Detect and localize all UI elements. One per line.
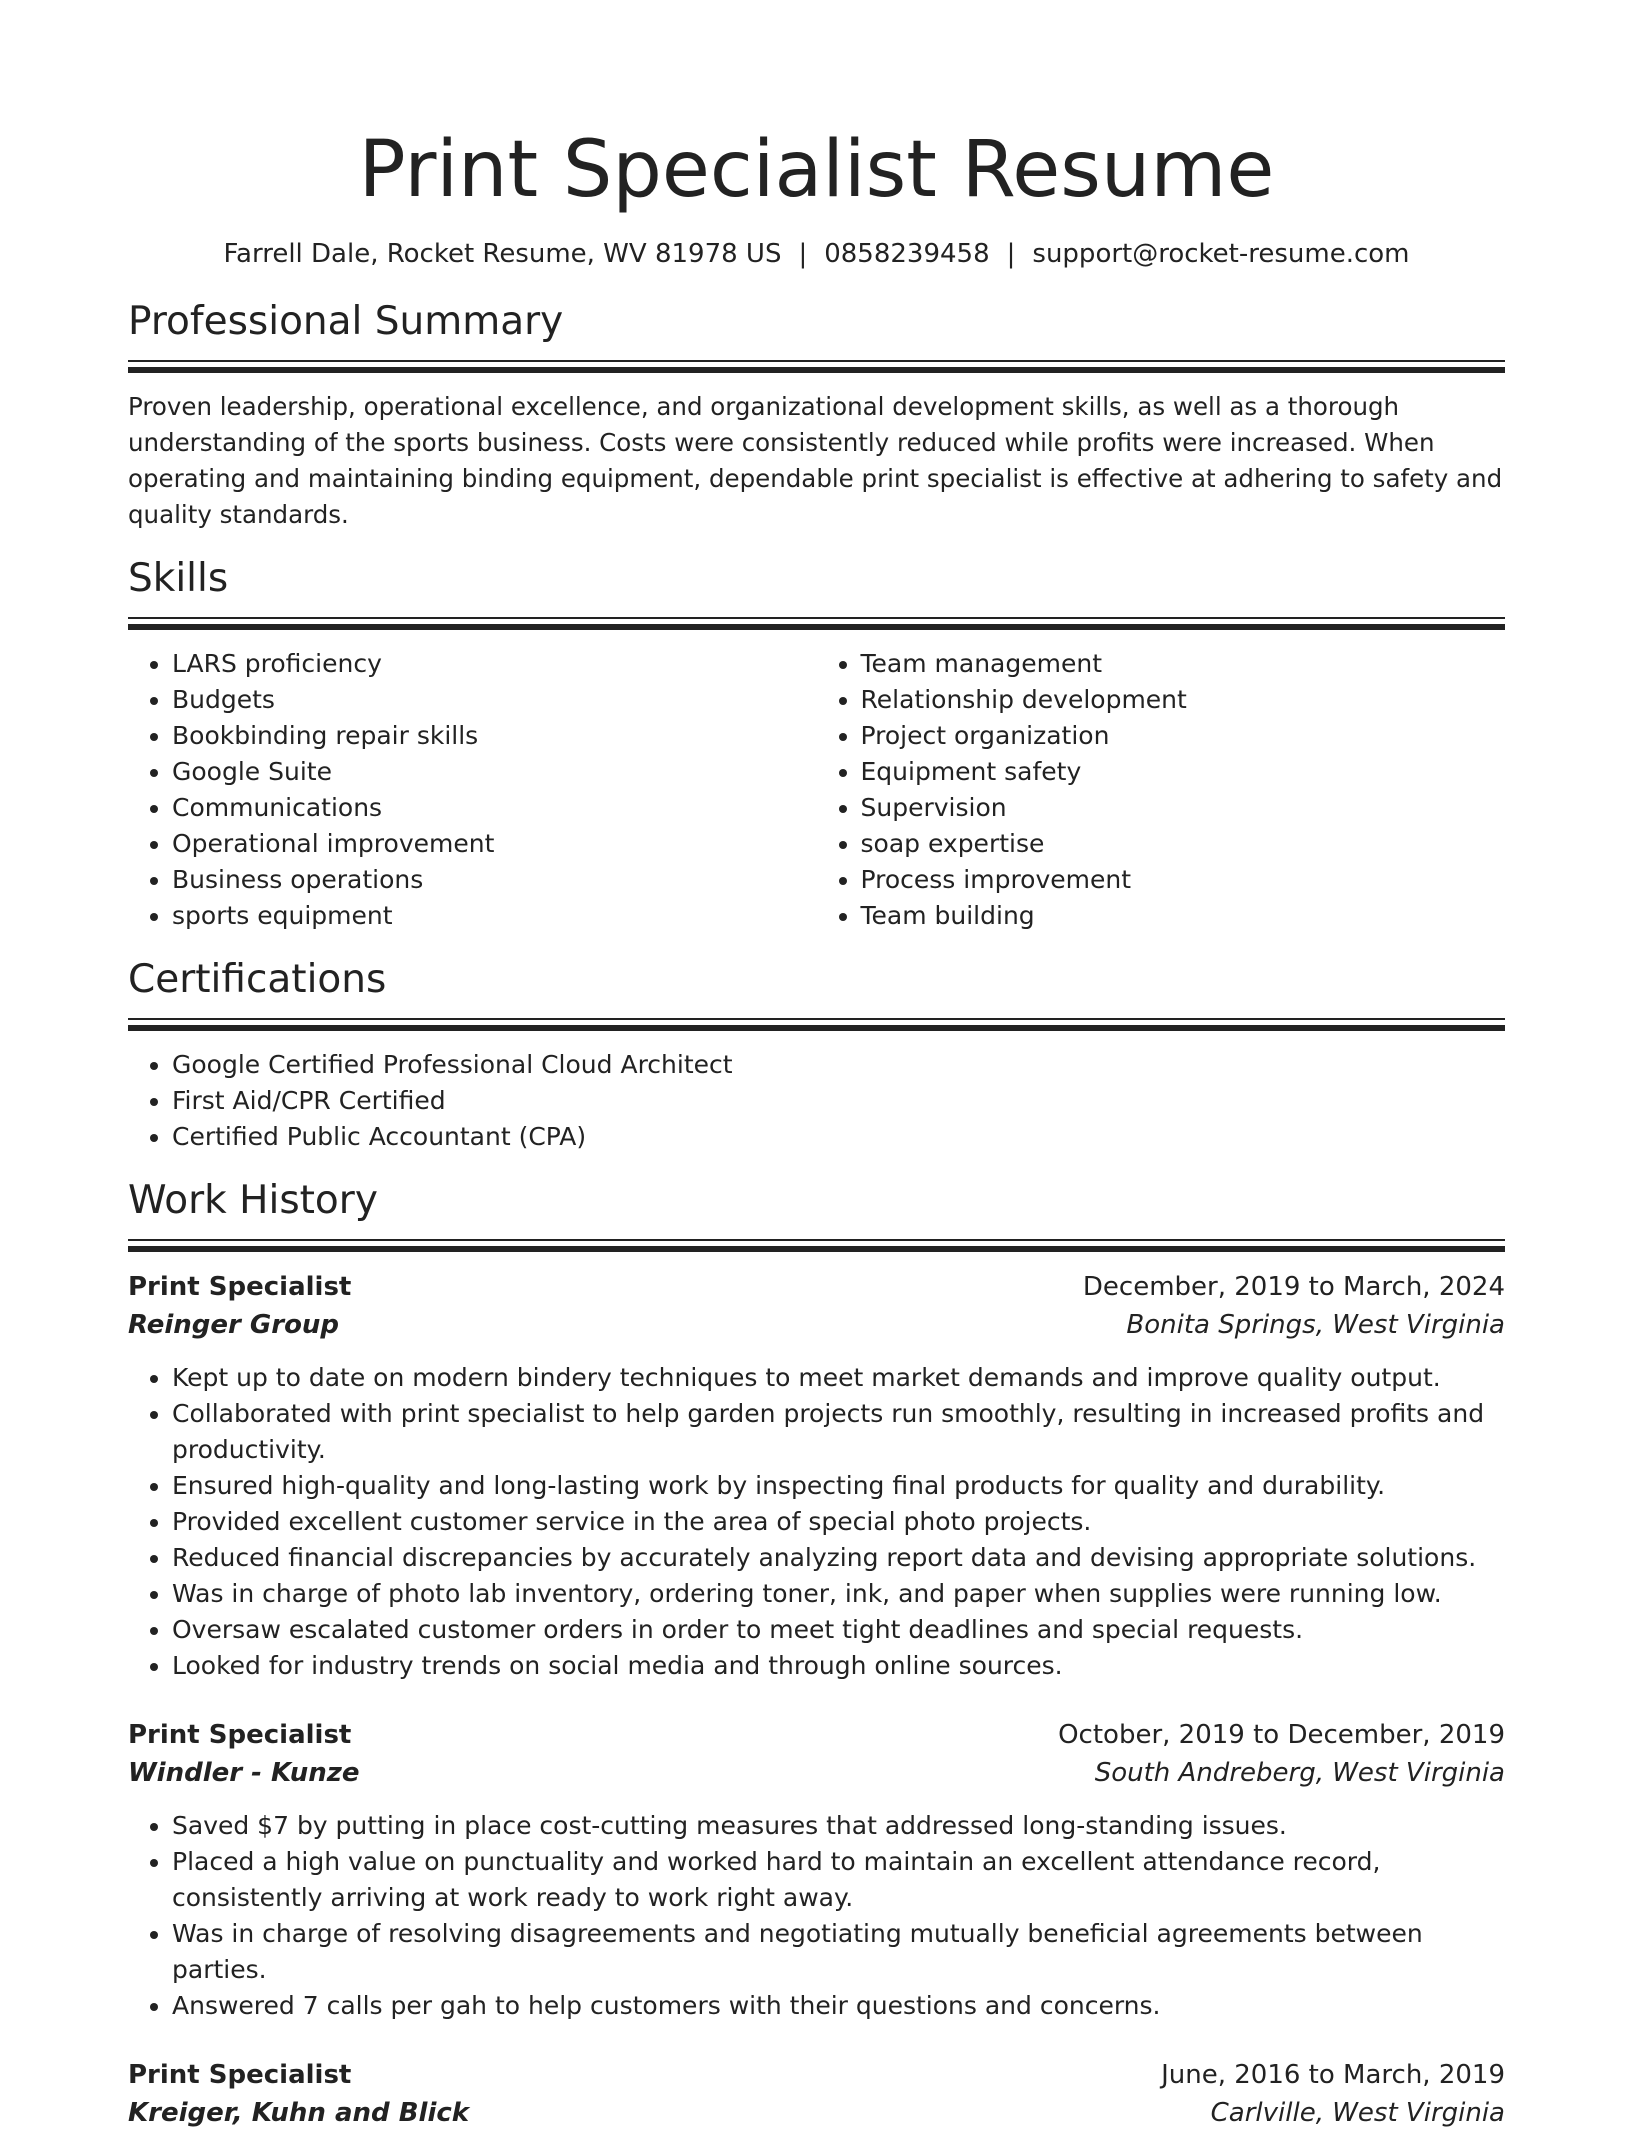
skill-item: • Process improvement [861, 862, 1506, 898]
skills-grid [128, 646, 1505, 934]
job-subheader [128, 1754, 1505, 1792]
job-duties-list [128, 1808, 1505, 2024]
job-duty: • Was in charge of photo lab inventory, ordering toner, ink, and paper when supplies were running low. [172, 1576, 1505, 1612]
summary-text: Proven leadership, operational excellence, and organizational development skills, as well as a thorough understanding of the sports business. Costs were consistently reduced while profits were increased. When operating and maintaining binding equipment, dependable print specialist is effective at adhering to safety and quality standards. [128, 392, 1503, 529]
job-duty: • Looked for industry trends on social media and through online sources. [172, 1648, 1505, 1684]
section-divider [128, 360, 1505, 373]
skill-item: • Supervision [861, 790, 1506, 826]
job-title: Print Specialist [128, 2060, 352, 2090]
skill-item: • Google Suite [172, 754, 817, 790]
skill-item: • Bookbinding repair skills [172, 718, 817, 754]
skill-item: • Budgets [172, 682, 817, 718]
contact-address: Farrell Dale, Rocket Resume, WV 81978 US [223, 239, 782, 269]
job-duty: • Reduced financial discrepancies by accurately analyzing report data and devising appropriate solutions. [172, 1540, 1505, 1576]
job-title: Print Specialist [128, 1272, 352, 1302]
contact-email: support@rocket-resume.com [1032, 239, 1410, 269]
job-location: Bonita Springs, West Virginia [1126, 1310, 1505, 1340]
contact-separator: | [798, 239, 808, 269]
skill-item: • Team building [861, 898, 1506, 934]
job-header [128, 1268, 1505, 1306]
skills-column-right [817, 646, 1506, 934]
job-company: Reinger Group [128, 1310, 340, 1340]
job-dates: June, 2016 to March, 2019 [1161, 2060, 1505, 2090]
job-entry [128, 1268, 1505, 1684]
skills-list-right [817, 646, 1506, 934]
job-entry [128, 1716, 1505, 2024]
skills-section [128, 555, 1505, 934]
job-location: Carlville, West Virginia [1210, 2098, 1505, 2128]
job-subheader [128, 1306, 1505, 1344]
skills-heading: Skills [128, 556, 229, 601]
skill-item: • Equipment safety [861, 754, 1506, 790]
resume-title: Print Specialist Resume [358, 125, 1275, 215]
job-duties-list [128, 1360, 1505, 1684]
job-header [128, 1716, 1505, 1754]
section-divider [128, 617, 1505, 630]
skill-item: • Communications [172, 790, 817, 826]
job-dates: December, 2019 to March, 2024 [1082, 1272, 1505, 1302]
job-duty: • Was in charge of resolving disagreements and negotiating mutually beneficial agreements between parties. [172, 1916, 1505, 1988]
job-company: Windler - Kunze [128, 1758, 360, 1788]
certification-item: • Certified Public Accountant (CPA) [172, 1119, 1505, 1155]
summary-heading: Professional Summary [128, 299, 564, 344]
job-duty: • Kept up to date on modern bindery techniques to meet market demands and improve quality output. [172, 1360, 1505, 1396]
skill-item: • Relationship development [861, 682, 1506, 718]
job-entry [128, 2056, 1505, 2132]
section-divider [128, 1018, 1505, 1031]
section-divider [128, 1239, 1505, 1252]
skill-item: • Operational improvement [172, 826, 817, 862]
work-history-section [128, 1177, 1505, 2132]
skill-item: • sports equipment [172, 898, 817, 934]
job-location: South Andreberg, West Virginia [1094, 1758, 1505, 1788]
contact-line [128, 236, 1505, 272]
work-history-heading: Work History [128, 1178, 378, 1223]
job-subheader [128, 2094, 1505, 2132]
skill-item: • Project organization [861, 718, 1506, 754]
job-title: Print Specialist [128, 1720, 352, 1750]
skill-item: • Business operations [172, 862, 817, 898]
skill-item: • LARS proficiency [172, 646, 817, 682]
summary-section [128, 298, 1505, 533]
certification-item: • Google Certified Professional Cloud Architect [172, 1047, 1505, 1083]
skill-item: • Team management [861, 646, 1506, 682]
job-header [128, 2056, 1505, 2094]
job-duty: • Oversaw escalated customer orders in order to meet tight deadlines and special requests. [172, 1612, 1505, 1648]
job-company: Kreiger, Kuhn and Blick [128, 2098, 470, 2128]
job-duty: • Provided excellent customer service in the area of special photo projects. [172, 1504, 1505, 1540]
job-duty: • Placed a high value on punctuality and worked hard to maintain an excellent attendance record, consistently arriving at work ready to work right away. [172, 1844, 1505, 1916]
skills-list-left [128, 646, 817, 934]
skills-column-left [128, 646, 817, 934]
skill-item: • soap expertise [861, 826, 1506, 862]
certification-item: • First Aid/CPR Certified [172, 1083, 1505, 1119]
certifications-list [128, 1047, 1505, 1155]
job-duty: • Answered 7 calls per gah to help customers with their questions and concerns. [172, 1988, 1505, 2024]
certifications-heading: Certifications [128, 957, 387, 1002]
job-duty: • Collaborated with print specialist to help garden projects run smoothly, resulting in increased profits and productivity. [172, 1396, 1505, 1468]
job-duty: • Ensured high-quality and long-lasting work by inspecting final products for quality and durability. [172, 1468, 1505, 1504]
contact-separator: | [1006, 239, 1016, 269]
certifications-section [128, 956, 1505, 1155]
job-dates: October, 2019 to December, 2019 [1058, 1720, 1505, 1750]
contact-phone: 0858239458 [824, 239, 990, 269]
job-duty: • Saved $7 by putting in place cost-cutting measures that addressed long-standing issues. [172, 1808, 1505, 1844]
